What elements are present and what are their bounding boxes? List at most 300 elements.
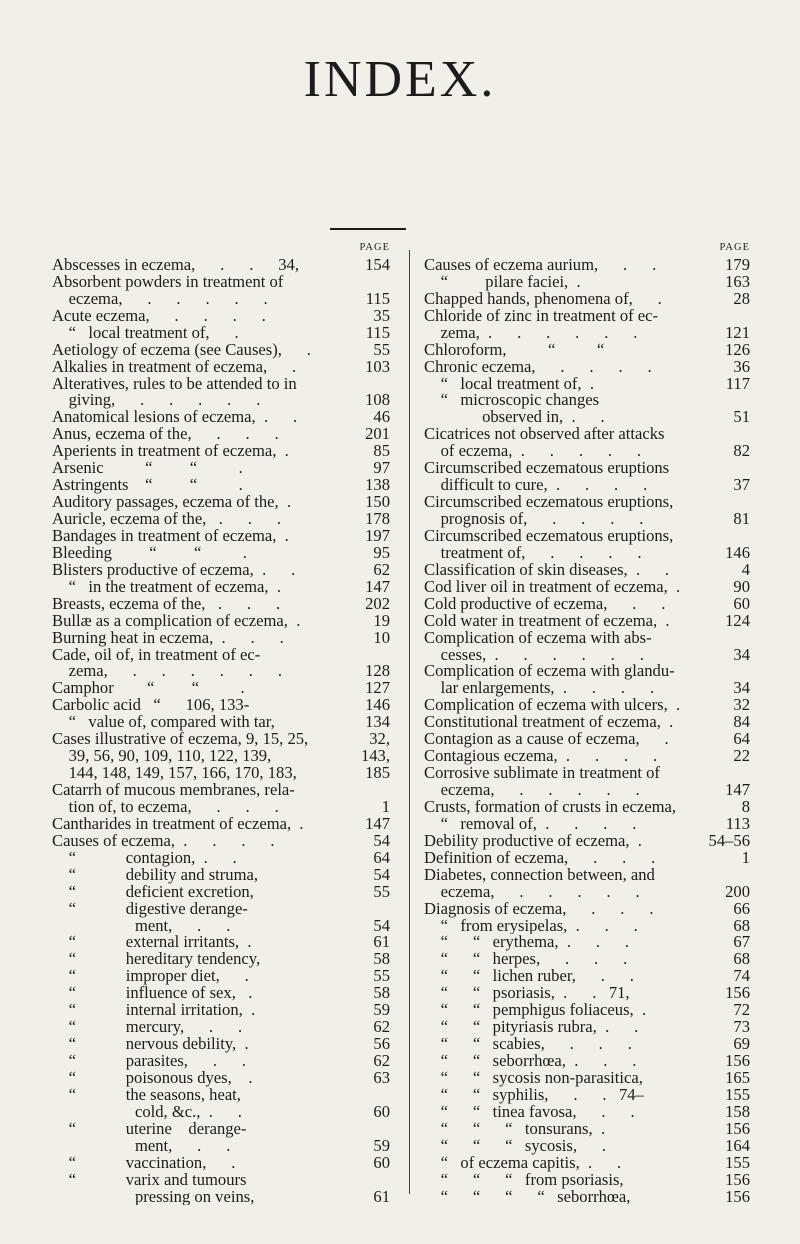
index-entry-page: 147: [365, 815, 390, 833]
index-entry: [52, 731, 390, 748]
index-entry-text: Complication of eczema with abs-: [424, 629, 652, 647]
index-entry-text: Arsenic “ “ .: [52, 460, 243, 478]
index-entry: [52, 1002, 390, 1019]
index-entry-text: Astringents “ “ .: [52, 477, 243, 495]
index-entry-page: 72: [733, 1002, 750, 1020]
index-entry: [52, 1019, 390, 1036]
index-entry: [424, 985, 750, 1002]
index-entry-text: Diabetes, connection between, and: [424, 866, 655, 884]
index-entry-text: “ vaccination, .: [52, 1154, 236, 1172]
index-entry-page: 73: [733, 1019, 750, 1037]
index-entry-text: “ improper diet, .: [52, 968, 249, 986]
index-entry: [52, 325, 390, 342]
index-entry-text: “ nervous debility, .: [52, 1036, 249, 1053]
index-entry-page: 115: [365, 290, 390, 308]
index-entry-text: Camphor “ “ .: [52, 680, 245, 698]
index-entry: [424, 392, 750, 409]
index-entry-page: 97: [373, 460, 390, 478]
index-entry: [52, 308, 390, 325]
index-entry: [424, 1189, 750, 1206]
index-entry-page: 32: [733, 697, 750, 715]
index-entry: [424, 867, 750, 884]
index-entry-text: Corrosive sublimate in treatment of: [424, 765, 660, 782]
index-entry: [424, 697, 750, 714]
index-entry: [52, 528, 390, 545]
index-entry-page: 59: [373, 1002, 390, 1020]
index-entry-text: lar enlargements, . . . .: [424, 680, 655, 698]
index-entry-page: 59: [373, 1137, 390, 1155]
index-entry-page: 158: [725, 1103, 750, 1121]
index-entry-page: 4: [741, 561, 750, 579]
index-entry-page: 103: [365, 358, 390, 376]
index-entry: [424, 443, 750, 460]
index-entry-text: “ local treatment of, .: [52, 324, 239, 342]
index-entry-page: 54–56: [708, 832, 750, 850]
index-entry: [424, 257, 750, 274]
index-entry: [424, 1002, 750, 1019]
index-entry-text: “ pilare faciei, .: [424, 273, 581, 291]
index-entry-text: Contagious eczema, . . . .: [424, 748, 658, 766]
index-entry-page: 1: [741, 849, 750, 867]
index-entry-page: 155: [725, 1086, 750, 1104]
index-entry-text: “ “ “ sycosis, .: [424, 1137, 607, 1155]
index-entry-text: “ value of, compared with tar,: [52, 714, 275, 732]
index-entry-page: 37: [733, 477, 750, 495]
index-entry-text: treatment of, . . . .: [424, 544, 642, 562]
index-entry-page: 54: [373, 917, 390, 935]
column-divider: [409, 250, 410, 1194]
index-entry-text: ment, . .: [52, 1137, 231, 1155]
index-entry-page: 64: [373, 849, 390, 867]
index-entry-page: 147: [725, 782, 750, 799]
index-entry: [52, 1189, 390, 1206]
index-entry: [424, 460, 750, 477]
index-entry-text: Circumscribed eczematous eruptions,: [424, 494, 674, 511]
index-entry-page: 201: [365, 426, 390, 444]
index-entry-text: Contagion as a cause of eczema, .: [424, 731, 669, 749]
index-entry-text: Complication of eczema with glandu-: [424, 663, 675, 681]
index-entry-page: 146: [725, 544, 750, 562]
index-entry: [424, 1172, 750, 1189]
index-entry-text: pressing on veins,: [52, 1188, 255, 1206]
index-entry: [52, 579, 390, 596]
index-entry-text: “ hereditary tendency,: [52, 951, 261, 969]
index-entry: [424, 409, 750, 426]
index-right-column: [424, 240, 750, 1205]
index-entry: [424, 968, 750, 985]
index-entry: [52, 1138, 390, 1155]
index-entry: [424, 274, 750, 291]
index-entry-text: Circumscribed eczematous eruptions: [424, 460, 670, 478]
index-entry: [52, 968, 390, 985]
index-entry-page: 55: [373, 968, 390, 986]
index-entry-page: 56: [373, 1036, 390, 1053]
index-entry: [424, 1036, 750, 1053]
index-entry-text: Constitutional treatment of eczema, .: [424, 714, 674, 732]
index-entry: [52, 460, 390, 477]
index-entry-page: 51: [733, 409, 750, 427]
index-entry-page: 143,: [360, 748, 390, 766]
index-entry: [424, 1155, 750, 1172]
index-entry-page: 126: [725, 341, 750, 359]
index-entry-text: “ “ pemphigus foliaceus, .: [424, 1002, 647, 1020]
index-entry-text: Causes of eczema aurium, . .: [424, 256, 657, 274]
index-entry-text: cold, &c., . .: [52, 1103, 242, 1121]
index-entry: [52, 511, 390, 528]
index-entry-page: 58: [373, 985, 390, 1003]
index-entry-text: “ “ herpes, . . .: [424, 951, 628, 969]
index-entry-page: 34: [733, 646, 750, 664]
index-entry-page: 64: [733, 731, 750, 749]
index-entry-text: “ local treatment of, .: [424, 375, 595, 393]
index-entry: [424, 562, 750, 579]
index-entry: [424, 1138, 750, 1155]
index-entry-text: eczema, . . . . .: [424, 782, 640, 799]
index-entry: [52, 1070, 390, 1087]
index-entry-text: Chapped hands, phenomena of, .: [424, 290, 662, 308]
index-entry-page: 164: [725, 1137, 750, 1155]
index-entry-text: “ “ “ from psoriasis,: [424, 1171, 624, 1189]
index-entry-text: Definition of eczema, . . .: [424, 849, 656, 867]
index-entry: [424, 596, 750, 613]
index-entry: [424, 765, 750, 782]
index-entry-text: Burning heat in eczema, . . .: [52, 629, 284, 647]
index-entry-page: 185: [365, 765, 390, 782]
index-entry: [52, 291, 390, 308]
index-entry: [52, 1121, 390, 1138]
index-entry-page: 28: [733, 290, 750, 308]
index-entry-text: “ “ lichen ruber, . .: [424, 968, 634, 986]
index-entry: [424, 308, 750, 325]
index-entry-page: 81: [733, 511, 750, 528]
index-entry-text: “ digestive derange-: [52, 900, 248, 918]
index-entry-page: 55: [373, 883, 390, 901]
index-entry: [52, 951, 390, 968]
index-entry-text: Cade, oil of, in treatment of ec-: [52, 646, 261, 664]
index-entry: [52, 376, 390, 393]
index-entry: [424, 647, 750, 664]
index-entry-text: observed in, . .: [424, 409, 605, 427]
index-entry-text: eczema, . . . . .: [424, 883, 640, 901]
index-entry-page: 8: [741, 798, 750, 816]
index-entry-page: 68: [733, 917, 750, 935]
index-entry: [52, 816, 390, 833]
index-entry-text: “ deficient excretion,: [52, 883, 254, 901]
index-entry: [52, 1155, 390, 1172]
index-entry-page: 202: [365, 595, 390, 613]
index-entry-text: Acute eczema, . . . .: [52, 307, 266, 325]
index-entry: [52, 613, 390, 630]
index-entry-page: 156: [725, 1053, 750, 1070]
index-entry-page: 34: [733, 680, 750, 698]
index-entry: [424, 528, 750, 545]
index-entry: [52, 1104, 390, 1121]
index-entry-text: “ “ tinea favosa, . .: [424, 1103, 635, 1121]
index-entry: [424, 1087, 750, 1104]
index-entry-text: Alteratives, rules to be attended to in: [52, 375, 297, 393]
index-entry-text: Blisters productive of eczema, . .: [52, 561, 296, 579]
index-entry: [424, 545, 750, 562]
index-entry: [52, 663, 390, 680]
page-column-heading: PAGE: [359, 242, 390, 253]
page-column-heading: PAGE: [719, 242, 750, 253]
index-entry-page: 69: [733, 1036, 750, 1053]
index-entry-text: Bleeding “ “ .: [52, 544, 247, 562]
index-entry: [52, 1036, 390, 1053]
index-entry: [52, 630, 390, 647]
index-entry: [424, 291, 750, 308]
index-entry-text: Bullæ as a complication of eczema, .: [52, 612, 301, 630]
index-entry-text: Debility productive of eczema, .: [424, 832, 642, 850]
index-entry-page: 10: [373, 629, 390, 647]
index-entry-text: difficult to cure, . . . .: [424, 477, 648, 495]
index-entry: [52, 833, 390, 850]
index-entry: [52, 257, 390, 274]
index-entry-page: 84: [733, 714, 750, 732]
index-entry-page: 127: [365, 680, 390, 698]
index-entry-text: “ debility and struma,: [52, 866, 259, 884]
index-entry: [424, 816, 750, 833]
index-entry-text: Chloroform, “ “: [424, 341, 605, 359]
index-entry: [52, 274, 390, 291]
index-entry: [52, 359, 390, 376]
index-entry-text: Chloride of zinc in treatment of ec-: [424, 307, 659, 325]
index-entry-text: Cold water in treatment of eczema, .: [424, 612, 670, 630]
index-entry: [424, 1070, 750, 1087]
index-entry-page: 108: [365, 392, 390, 410]
index-entry-text: Cases illustrative of eczema, 9, 15, 25,: [52, 731, 309, 749]
index-entry: [424, 511, 750, 528]
index-entry-text: “ “ seborrhœa, . . .: [424, 1053, 637, 1070]
index-entry-text: Cicatrices not observed after attacks: [424, 426, 665, 444]
index-entry-text: Classification of skin diseases, . .: [424, 561, 670, 579]
index-entry-page: 156: [725, 1188, 750, 1206]
index-entry-page: 134: [365, 714, 390, 732]
index-entry: [52, 934, 390, 951]
index-entry-text: “ from erysipelas, . . .: [424, 917, 638, 935]
index-entry-text: Circumscribed eczematous eruptions,: [424, 527, 674, 545]
index-entry: [52, 443, 390, 460]
index-left-column: [52, 240, 390, 1205]
index-entry-page: 35: [373, 307, 390, 325]
index-entry-text: Chronic eczema, . . . .: [424, 358, 652, 376]
index-entry: [424, 477, 750, 494]
index-entry-page: 62: [373, 1053, 390, 1070]
index-entry: [52, 596, 390, 613]
index-entry: [424, 663, 750, 680]
index-entry-page: 55: [373, 341, 390, 359]
index-entry: [424, 901, 750, 918]
index-entry-text: Carbolic acid “ 106, 133-: [52, 697, 250, 715]
index-entry: [424, 494, 750, 511]
index-entry-page: 150: [365, 494, 390, 511]
index-entry: [52, 426, 390, 443]
index-entry-text: “ external irritants, .: [52, 934, 252, 952]
index-entry-text: “ “ pityriasis rubra, . .: [424, 1019, 639, 1037]
index-entry-text: ment, . .: [52, 917, 231, 935]
index-entry-page: 54: [373, 832, 390, 850]
index-entry-page: 68: [733, 951, 750, 969]
index-entry: [424, 782, 750, 799]
index-entry-page: 95: [373, 544, 390, 562]
index-entry-text: of eczema, . . . . .: [424, 443, 642, 461]
index-entry-page: 163: [725, 273, 750, 291]
index-entry: [52, 799, 390, 816]
index-entry-page: 117: [725, 375, 750, 393]
index-entry-text: zema, . . . . . .: [424, 324, 638, 342]
index-entry-text: Aperients in treatment of eczema, .: [52, 443, 289, 461]
index-entry-text: “ “ “ “ seborrhœa,: [424, 1188, 631, 1206]
index-entry-text: Alkalies in treatment of eczema, .: [52, 358, 297, 376]
index-entry-page: 60: [373, 1154, 390, 1172]
index-entry-page: 197: [365, 527, 390, 545]
index-entry: [424, 850, 750, 867]
index-entry-page: 178: [365, 511, 390, 528]
index-entry-text: cesses, . . . . . .: [424, 646, 644, 664]
index-entry: [424, 342, 750, 359]
index-entry: [424, 748, 750, 765]
index-entry-page: 32,: [369, 731, 390, 749]
index-entry: [52, 562, 390, 579]
index-entry: [424, 1104, 750, 1121]
index-entry-text: “ poisonous dyes, .: [52, 1069, 253, 1087]
index-entry-text: Auricle, eczema of the, . . .: [52, 511, 281, 528]
index-entry-page: 1: [381, 798, 390, 816]
index-entry: [52, 647, 390, 664]
index-entry-text: “ “ psoriasis, . . 71,: [424, 985, 630, 1003]
index-entry-text: “ removal of, . . . .: [424, 815, 637, 833]
index-entry-page: 156: [725, 1171, 750, 1189]
index-entry-text: “ contagion, . .: [52, 849, 237, 867]
index-entry-page: 63: [373, 1069, 390, 1087]
index-entry-page: 60: [733, 595, 750, 613]
index-entry-text: Anatomical lesions of eczema, . .: [52, 409, 298, 427]
index-entry: [52, 884, 390, 901]
index-entry-page: 67: [733, 934, 750, 952]
index-entry: [424, 426, 750, 443]
index-entry: [424, 1121, 750, 1138]
index-entry-page: 155: [725, 1154, 750, 1172]
index-entry: [424, 1019, 750, 1036]
index-entry-text: “ “ “ tonsurans, .: [424, 1120, 606, 1138]
index-entry-page: 121: [725, 324, 750, 342]
index-entry: [52, 409, 390, 426]
index-entry-page: 46: [373, 409, 390, 427]
index-entry: [424, 1053, 750, 1070]
index-entry-text: 144, 148, 149, 157, 166, 170, 183,: [52, 765, 297, 782]
index-entry-text: Cold productive of eczema, . .: [424, 595, 666, 613]
index-entry-page: 113: [725, 815, 750, 833]
index-entry: [424, 934, 750, 951]
index-entry: [52, 342, 390, 359]
index-entry: [424, 833, 750, 850]
index-entry-text: “ uterine derange-: [52, 1120, 247, 1138]
index-entry: [52, 1053, 390, 1070]
index-entry-page: 62: [373, 1019, 390, 1037]
index-entry: [52, 477, 390, 494]
index-entry-text: Aetiology of eczema (see Causes), .: [52, 341, 311, 359]
index-entry-text: “ varix and tumours: [52, 1171, 247, 1189]
index-entry-text: “ of eczema capitis, . .: [424, 1154, 622, 1172]
index-entry-page: 179: [725, 256, 750, 274]
index-entry-page: 54: [373, 866, 390, 884]
index-entry-text: “ influence of sex, .: [52, 985, 253, 1003]
index-entry-text: Cod liver oil in treatment of eczema, .: [424, 578, 681, 596]
index-entry: [424, 680, 750, 697]
index-entry-text: prognosis of, . . . .: [424, 511, 644, 528]
index-entry: [52, 714, 390, 731]
index-entry: [424, 731, 750, 748]
index-entry-page: 90: [733, 578, 750, 596]
index-entry: [424, 799, 750, 816]
index-entry-text: Auditory passages, eczema of the, .: [52, 494, 292, 511]
index-entry-page: 156: [725, 985, 750, 1003]
index-entry-text: giving, . . . . .: [52, 392, 261, 410]
index-entry-page: 66: [733, 900, 750, 918]
index-entry: [52, 867, 390, 884]
index-entry-page: 115: [365, 324, 390, 342]
index-entry: [52, 765, 390, 782]
index-entry-text: Diagnosis of eczema, . . .: [424, 900, 654, 918]
index-entry-text: “ “ erythema, . . .: [424, 934, 630, 952]
index-entry-text: “ “ syphilis, . . 74–: [424, 1086, 644, 1104]
index-entry-page: 62: [373, 561, 390, 579]
index-entry-text: “ parasites, . .: [52, 1053, 247, 1070]
index-entry-page: 156: [725, 1120, 750, 1138]
index-entry: [52, 545, 390, 562]
index-entry-text: “ “ scabies, . . .: [424, 1036, 632, 1053]
index-entry-page: 58: [373, 951, 390, 969]
index-entry-text: Complication of eczema with ulcers, .: [424, 697, 681, 715]
index-entry: [52, 697, 390, 714]
index-entry-page: 36: [733, 358, 750, 376]
index-entry-text: Bandages in treatment of eczema, .: [52, 527, 289, 545]
index-entry-text: Absorbent powders in treatment of: [52, 273, 284, 291]
index-entry: [52, 850, 390, 867]
index-entry: [424, 376, 750, 393]
index-entry-page: 82: [733, 443, 750, 461]
index-entry-page: 146: [365, 697, 390, 715]
index-entry: [424, 613, 750, 630]
index-entry-page: 61: [373, 934, 390, 952]
index-entry-page: 60: [373, 1103, 390, 1121]
index-entry-text: eczema, . . . . .: [52, 290, 268, 308]
index-entry-page: 165: [725, 1069, 750, 1087]
index-entry-text: Crusts, formation of crusts in eczema,: [424, 798, 677, 816]
index-entry: [52, 748, 390, 765]
index-entry: [52, 918, 390, 935]
index-entry-page: 74: [733, 968, 750, 986]
index-entry: [52, 782, 390, 799]
index-entry-page: 22: [733, 748, 750, 766]
index-entry: [424, 714, 750, 731]
index-entry-page: 61: [373, 1188, 390, 1206]
index-entry-text: Abscesses in eczema, . . 34,: [52, 256, 300, 274]
index-entry-page: 128: [365, 663, 390, 681]
index-entry: [52, 985, 390, 1002]
index-entry-text: “ microscopic changes: [424, 392, 600, 410]
index-entry-text: “ internal irritation, .: [52, 1002, 256, 1020]
index-entry: [424, 579, 750, 596]
index-entry-text: Cantharides in treatment of eczema, .: [52, 815, 304, 833]
index-entry-text: Catarrh of mucous membranes, rela-: [52, 782, 295, 799]
index-entry-page: 138: [365, 477, 390, 495]
index-entry: [52, 392, 390, 409]
index-entry-text: Anus, eczema of the, . . .: [52, 426, 279, 444]
index-entry-page: 85: [373, 443, 390, 461]
index-entry: [424, 918, 750, 935]
index-entry: [52, 901, 390, 918]
